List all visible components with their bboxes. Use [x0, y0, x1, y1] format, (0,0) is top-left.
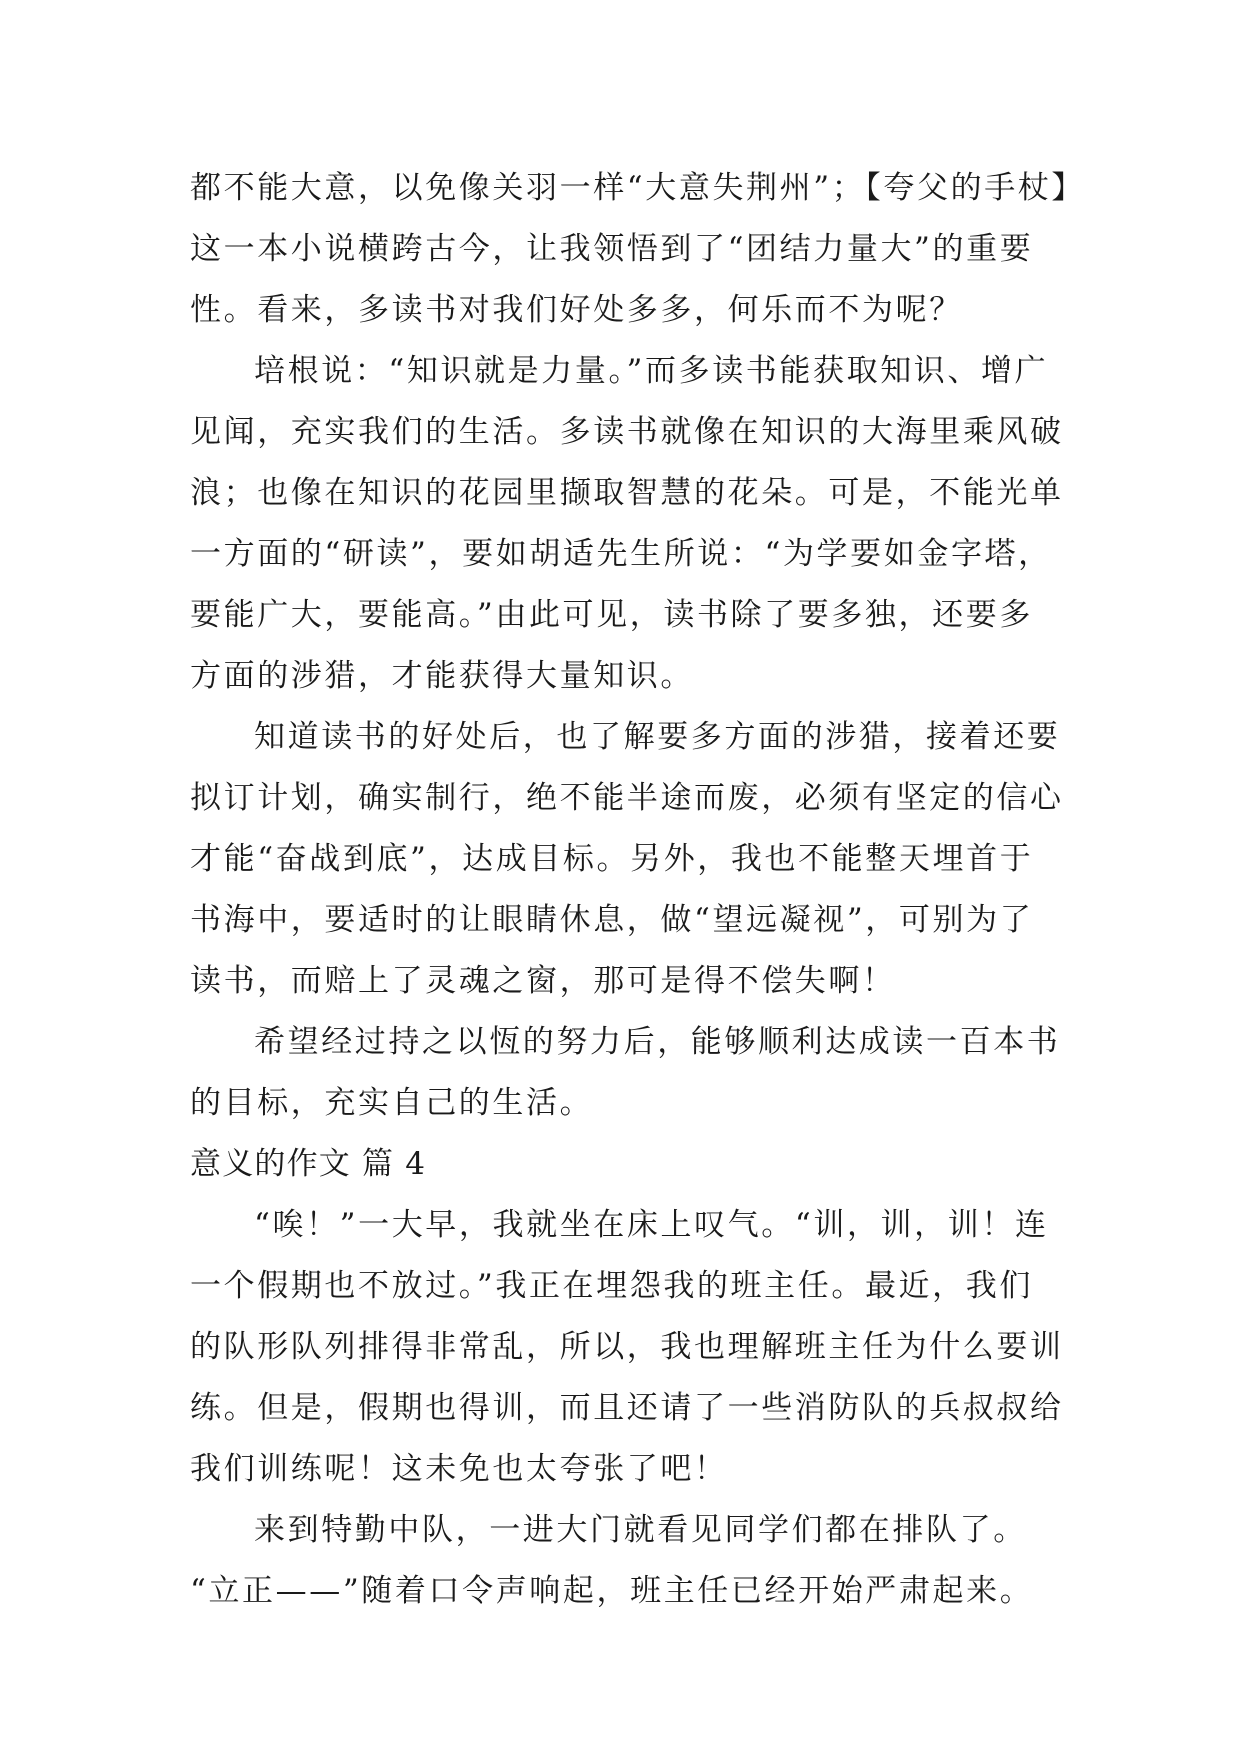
text-line: 这一本小说横跨古今，让我领悟到了“团结力量大”的重要 [190, 231, 1034, 267]
paragraph-first-line: 培根说：“知识就是力量。”而多读书能获取知识、增广 [254, 353, 1049, 389]
text-line: 的目标，充实自己的生活。 [190, 1085, 594, 1121]
text-line: 性。看来，多读书对我们好处多多，何乐而不为呢？ [190, 292, 963, 328]
text-line: 见闻，充实我们的生活。多读书就像在知识的大海里乘风破 [190, 414, 1064, 450]
text-line: 读书，而赔上了灵魂之窗，那可是得不偿失啊！ [190, 963, 896, 999]
text-line: 书海中，要适时的让眼睛休息，做“望远凝视”，可别为了 [190, 902, 1034, 938]
text-line: “立正——”随着口令声响起，班主任已经开始严肃起来。 [190, 1573, 1034, 1609]
text-line: 的队形队列排得非常乱，所以，我也理解班主任为什么要训 [190, 1329, 1064, 1365]
text-line: 一个假期也不放过。”我正在埋怨我的班主任。最近，我们 [190, 1268, 1033, 1304]
text-line: 拟订计划，确实制行，绝不能半途而废，必须有坚定的信心 [190, 780, 1064, 816]
text-line: 方面的涉猎，才能获得大量知识。 [190, 658, 694, 694]
paragraph-first-line: 希望经过持之以恆的努力后，能够顺利达成读一百本书 [254, 1024, 1061, 1060]
text-line: 才能“奋战到底”，达成目标。另外，我也不能整天埋首于 [190, 841, 1034, 877]
essay-text [190, 158, 1085, 1622]
section-heading: 意义的作文 篇 4 [190, 1146, 427, 1182]
paragraph-first-line: 来到特勤中队，一进大门就看见同学们都在排队了。 [254, 1512, 1027, 1548]
paragraph-first-line: “唉！”一大早，我就坐在床上叹气。“训，训，训！连 [254, 1207, 1049, 1243]
text-line: 一方面的“研读”，要如胡适先生所说：“为学要如金字塔， [190, 536, 1052, 572]
text-line: 要能广大，要能高。”由此可见，读书除了要多独，还要多 [190, 597, 1033, 633]
paragraph-first-line: 知道读书的好处后，也了解要多方面的涉猎，接着还要 [254, 719, 1061, 755]
text-line: 都不能大意，以免像关羽一样“大意失荆州”；【夸父的手杖】 [190, 170, 1085, 206]
text-line: 练。但是，假期也得训，而且还请了一些消防队的兵叔叔给 [190, 1390, 1064, 1426]
text-line: 浪；也像在知识的花园里撷取智慧的花朵。可是，不能光单 [190, 475, 1064, 511]
text-line: 我们训练呢！这未免也太夸张了吧！ [190, 1451, 728, 1487]
